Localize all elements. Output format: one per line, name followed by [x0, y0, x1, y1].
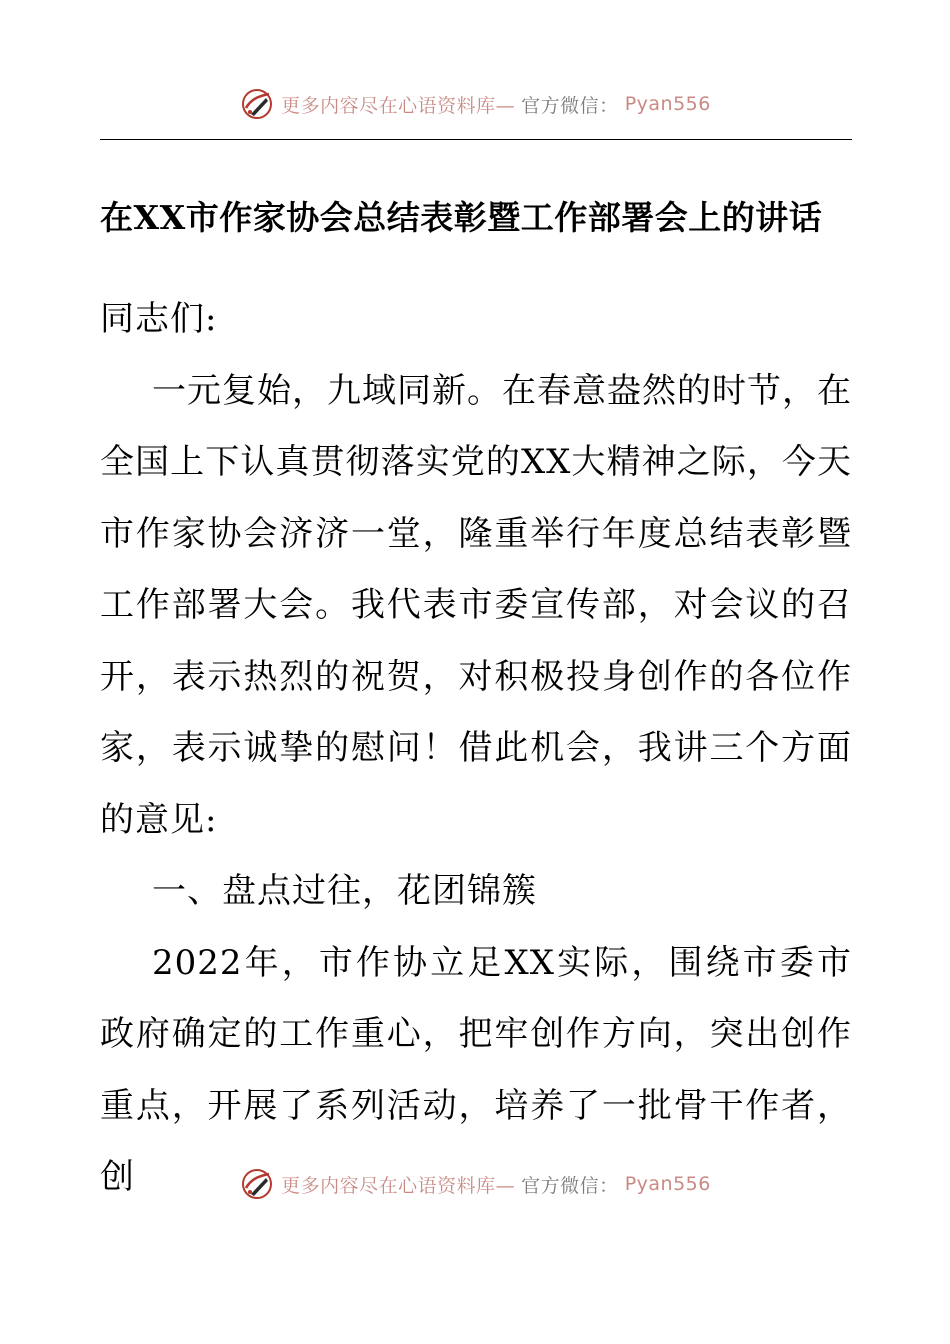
pen-logo-icon [239, 86, 275, 122]
header-watermark [0, 86, 950, 122]
salutation: 同志们: [100, 299, 218, 339]
watermark-label: 官方微信： [521, 1174, 619, 1197]
watermark-wechat-id: Pyan556 [624, 93, 711, 115]
header-divider [100, 139, 852, 140]
paragraph-intro: 一元复始，九域同新。在春意盎然的时节，在全国上下认真贯彻落实党的XX大精神之际，今天市作家协会济济一堂，隆重举行年度总结表彰暨工作部署大会。我代表市委宣传部，对会议的召开，表示热烈的祝贺，对积极投身创作的各位作家，表示诚挚的慰问！借此机会，我讲三个方面的意见: [100, 370, 852, 840]
section-heading-1: 一、盘点过往，花团锦簇 [152, 871, 537, 911]
watermark-wechat-id: Pyan556 [624, 1173, 711, 1195]
watermark-text: 更多内容尽在心语资料库— [281, 94, 516, 117]
watermark-text: 更多内容尽在心语资料库— [281, 1174, 516, 1197]
watermark-label: 官方微信： [521, 94, 619, 117]
pen-logo-icon [239, 1166, 275, 1202]
footer-watermark [0, 1166, 950, 1202]
document-body [100, 284, 852, 1214]
paragraph-2022: 2022年，市作协立足XX实际，围绕市委市政府确定的工作重心，把牢创作方向，突出创作重点，开展了系列活动，培养了一批骨干作者，创 [100, 942, 852, 1197]
document-title: 在XX市作家协会总结表彰暨工作部署会上的讲话 [100, 198, 823, 237]
